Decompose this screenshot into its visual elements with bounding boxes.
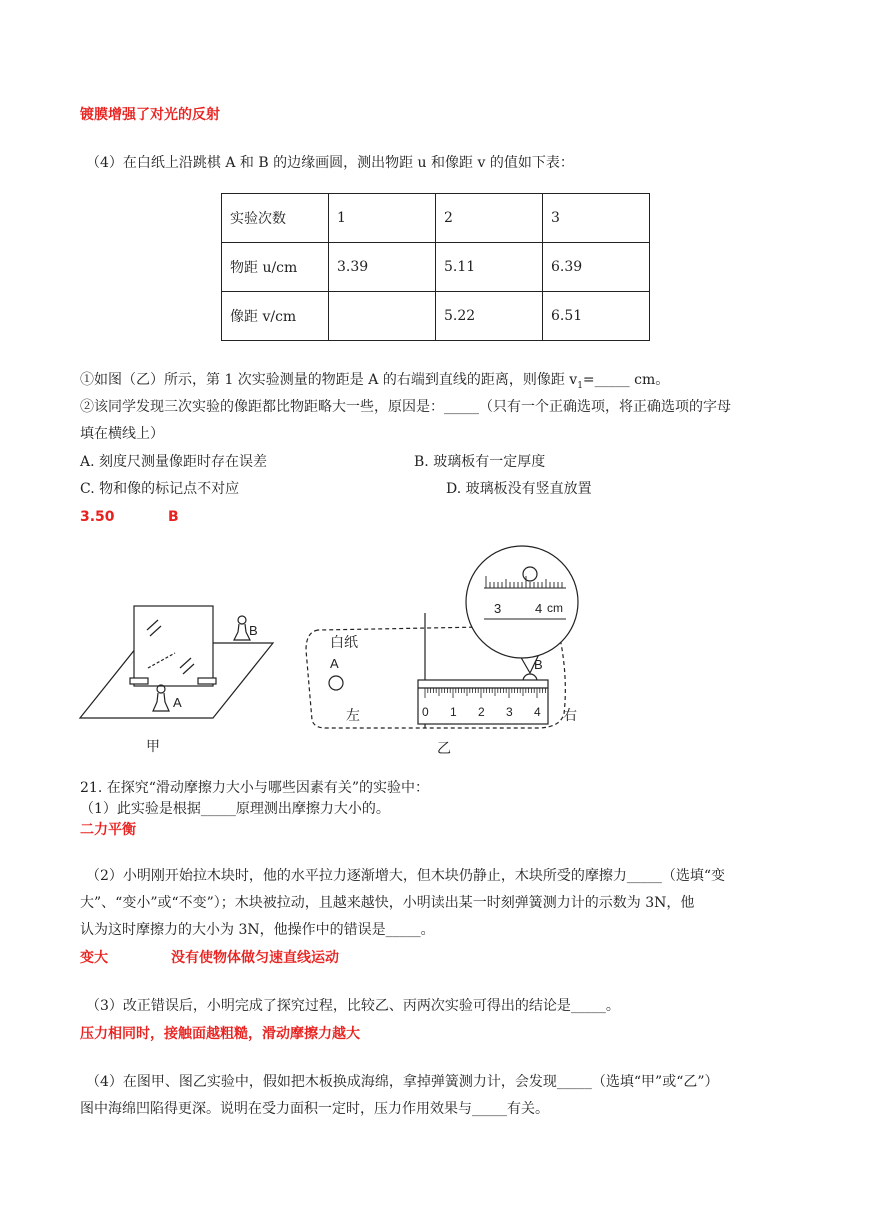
ruler-tick-label: 0 bbox=[422, 705, 429, 719]
table-cell: 实验次数 bbox=[222, 194, 329, 243]
ruler-tick-label: 4 bbox=[534, 705, 541, 719]
option-b: B. 玻璃板有一定厚度 bbox=[414, 454, 546, 470]
table-cell: 5.11 bbox=[436, 243, 543, 292]
answer-21-2b: 没有使物体做匀速直线运动 bbox=[171, 950, 339, 966]
table-row bbox=[222, 292, 650, 341]
ruler-tick-label: 3 bbox=[506, 705, 513, 719]
measurement-table bbox=[221, 193, 650, 341]
question-21-part3: （3）改正错误后，小明完成了探究过程，比较乙、丙两次实验可得出的结论是_____。 bbox=[86, 998, 620, 1014]
zoom-tick-label: 3 bbox=[494, 601, 502, 616]
ruler-tick-label: 1 bbox=[450, 705, 457, 719]
figure-jia-label: 甲 bbox=[146, 738, 160, 754]
table-row bbox=[222, 243, 650, 292]
table-cell: 2 bbox=[436, 194, 543, 243]
option-a: A. 刻度尺测量像距时存在误差 bbox=[80, 454, 268, 470]
sub-question-1 bbox=[80, 370, 669, 396]
piece-b-label-yi: B bbox=[534, 657, 543, 672]
table-cell: 6.39 bbox=[543, 243, 650, 292]
sub-question-2-line2: 填在横线上） bbox=[80, 426, 164, 442]
sub-question-1-text: ①如图（乙）所示，第 1 次实验测量的物距是 A 的右端到直线的距离，则像距 v bbox=[80, 372, 578, 388]
answer-coating: 镀膜增强了对光的反射 bbox=[80, 107, 220, 123]
question-21-part2-line2: 大”、“变小”或“不变”）；木块被拉动，且越来越快，小明读出某一时刻弹簧测力计的示数为 3N，他 bbox=[80, 895, 695, 911]
table-cell: 像距 v/cm bbox=[222, 292, 329, 341]
table-cell: 5.22 bbox=[436, 292, 543, 341]
zoom-unit-label: cm bbox=[547, 601, 563, 615]
piece-a-label-yi: A bbox=[330, 656, 339, 671]
table-cell: 6.51 bbox=[543, 292, 650, 341]
question-21-part1: （1）此实验是根据_____原理测出摩擦力大小的。 bbox=[80, 801, 390, 817]
table-cell: 3 bbox=[543, 194, 650, 243]
paper-label: 白纸 bbox=[330, 634, 358, 650]
table-cell bbox=[329, 292, 436, 341]
option-d: D. 玻璃板没有竖直放置 bbox=[446, 481, 592, 497]
piece-b-label-jia: B bbox=[249, 623, 258, 638]
table-cell: 1 bbox=[329, 194, 436, 243]
question-21-part2-line3: 认为这时摩擦力的大小为 3N，他操作中的错误是_____。 bbox=[80, 922, 435, 938]
answer-reason: B bbox=[168, 509, 179, 525]
figure-yi-label: 乙 bbox=[437, 740, 451, 756]
option-c: C. 物和像的标记点不对应 bbox=[80, 481, 240, 497]
question-21-part4-line2: 图中海绵凹陷得更深。说明在受力面积一定时，压力作用效果与_____有关。 bbox=[80, 1101, 549, 1117]
zoom-tick-label: 4 bbox=[535, 601, 543, 616]
question-4-intro: （4）在白纸上沿跳棋 A 和 B 的边缘画圆，测出物距 u 和像距 v 的值如下表： bbox=[86, 155, 574, 171]
table-row bbox=[222, 194, 650, 243]
piece-a-label-jia: A bbox=[173, 695, 182, 710]
sub-question-1-blank: =_____ cm。 bbox=[582, 372, 670, 388]
answer-21-3: 压力相同时，接触面越粗糙，滑动摩擦力越大 bbox=[80, 1026, 360, 1042]
question-21-title: 21. 在探究“滑动摩擦力大小与哪些因素有关”的实验中： bbox=[80, 780, 430, 796]
answer-v1: 3.50 bbox=[80, 509, 115, 525]
right-label: 右 bbox=[563, 707, 577, 723]
question-21-part4-line1: （4）在图甲、图乙实验中，假如把木板换成海绵，拿掉弹簧测力计，会发现_____（选填“甲”或“乙”） bbox=[86, 1074, 719, 1090]
table-cell: 物距 u/cm bbox=[222, 243, 329, 292]
table-cell: 3.39 bbox=[329, 243, 436, 292]
left-label: 左 bbox=[346, 707, 360, 723]
experiment-figure bbox=[0, 538, 869, 778]
answer-21-1: 二力平衡 bbox=[80, 822, 136, 838]
subscript: 1 bbox=[577, 380, 583, 391]
sub-question-2-line1: ②该同学发现三次实验的像距都比物距略大一些，原因是：_____（只有一个正确选项，将正确选项的字母 bbox=[80, 399, 731, 415]
ruler-tick-label: 2 bbox=[478, 705, 485, 719]
question-21-part2-line1: （2）小明刚开始拉木块时，他的水平拉力逐渐增大，但木块仍静止，木块所受的摩擦力_____（选填“变 bbox=[86, 868, 726, 884]
answer-21-2a: 变大 bbox=[80, 950, 108, 966]
